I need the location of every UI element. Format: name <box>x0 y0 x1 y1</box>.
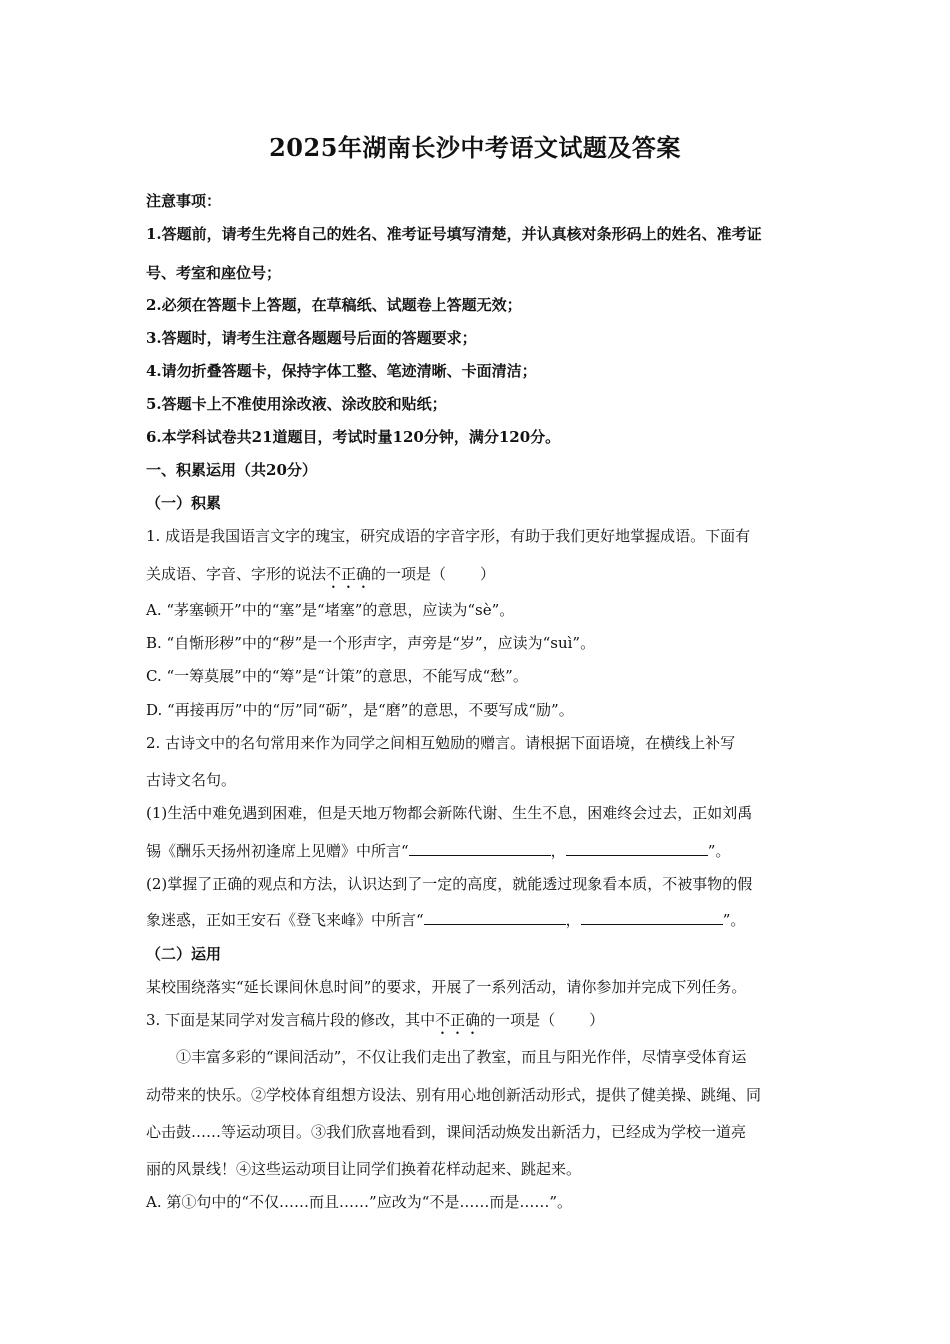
q2-part1-line2: 锡《酬乐天扬州初逢席上见赠》中所言“ ， ”。 <box>146 842 731 860</box>
q3-option-a: A. 第①句中的“不仅……而且……”应改为“不是……而是……”。 <box>146 1193 573 1211</box>
answer-blank <box>566 841 708 856</box>
notice-item-1b: 号、考室和座位号； <box>146 264 282 282</box>
notice-item-6: 6.本学科试卷共21道题目，考试时量120分钟，满分120分。 <box>146 428 561 446</box>
q1-option-a: A. “茅塞顿开”中的“塞”是“堵塞”的意思，应读为“sè”。 <box>146 601 515 619</box>
q1-stem-line1: 1. 成语是我国语言文字的瑰宝，研究成语的字音字形，有助于我们更好地掌握成语。下面有 <box>146 527 751 545</box>
section-heading: 一、积累运用（共20分） <box>146 461 317 479</box>
q1-option-b: B. “自惭形秽”中的“秽”是一个形声字，声旁是“岁”，应读为“suì”。 <box>146 634 596 652</box>
q2-stem-line2: 古诗文名句。 <box>146 771 237 789</box>
q3-passage-line3: 心击鼓……等运动项目。③我们欣喜地看到，课间活动焕发出新活力，已经成为学校一道亮 <box>146 1123 747 1141</box>
notice-item-3: 3.答题时，请考生注意各题题号后面的答题要求； <box>146 329 477 347</box>
answer-blank <box>581 910 723 925</box>
q1-option-d: D. “再接再厉”中的“厉”同“砺”，是“磨”的意思，不要写成“励”。 <box>146 701 574 719</box>
activity-intro: 某校围绕落实“延长课间休息时间”的要求，开展了一系列活动，请你参加并完成下列任务。 <box>146 978 747 996</box>
q2-part2-line1: (2)掌握了正确的观点和方法，认识达到了一定的高度，就能透过现象看本质，不被事物的假 <box>146 875 753 893</box>
q3-passage-line4: 丽的风景线！④这些运动项目让同学们换着花样动起来、跳起来。 <box>146 1160 582 1178</box>
q2-part2-line2: 象迷惑，正如王安石《登飞来峰》中所言“ ， ”。 <box>146 911 746 929</box>
page-title: 2025年湖南长沙中考语文试题及答案 <box>269 133 681 162</box>
q3-passage-line2: 动带来的快乐。②学校体育组想方设法、别有用心地创新活动形式，提供了健美操、跳绳、同 <box>146 1086 762 1104</box>
subsection-heading-1: （一）积累 <box>146 494 222 512</box>
q1-option-c: C. “一筹莫展”中的“筹”是“计策”的意思，不能写成“愁”。 <box>146 667 528 685</box>
notice-item-5: 5.答题卡上不准使用涂改液、涂改胶和贴纸； <box>146 395 447 413</box>
q3-passage-line1: ①丰富多彩的“课间活动”，不仅让我们走出了教室，而且与阳光作伴，尽情享受体育运 <box>176 1048 747 1066</box>
emphasis-text: 不正确 <box>326 565 372 583</box>
q2-part1-line1: (1)生活中难免遇到困难，但是天地万物都会新陈代谢、生生不息，困难终会过去，正如刘禹 <box>146 804 753 822</box>
q3-stem: 3. 下面是某同学对发言稿片段的修改，其中不正确的一项是（ ） <box>146 1011 605 1029</box>
answer-blank <box>409 841 551 856</box>
answer-blank <box>424 910 566 925</box>
q2-stem-line1: 2. 古诗文中的名句常用来作为同学之间相互勉励的赠言。请根据下面语境，在横线上补写 <box>146 734 736 752</box>
subsection-heading-2: （二）运用 <box>146 945 222 963</box>
notice-item-2: 2.必须在答题卡上答题，在草稿纸、试题卷上答题无效； <box>146 296 522 314</box>
notice-item-1a: 1.答题前，请考生先将自己的姓名、准考证号填写清楚，并认真核对条形码上的姓名、准考证 <box>146 225 762 243</box>
q1-stem-line2: 关成语、字音、字形的说法不正确的一项是（ ） <box>146 565 496 583</box>
notice-heading: 注意事项： <box>146 192 222 210</box>
emphasis-text: 不正确 <box>435 1011 481 1029</box>
notice-item-4: 4.请勿折叠答题卡，保持字体工整、笔迹清晰、卡面清洁； <box>146 362 537 380</box>
